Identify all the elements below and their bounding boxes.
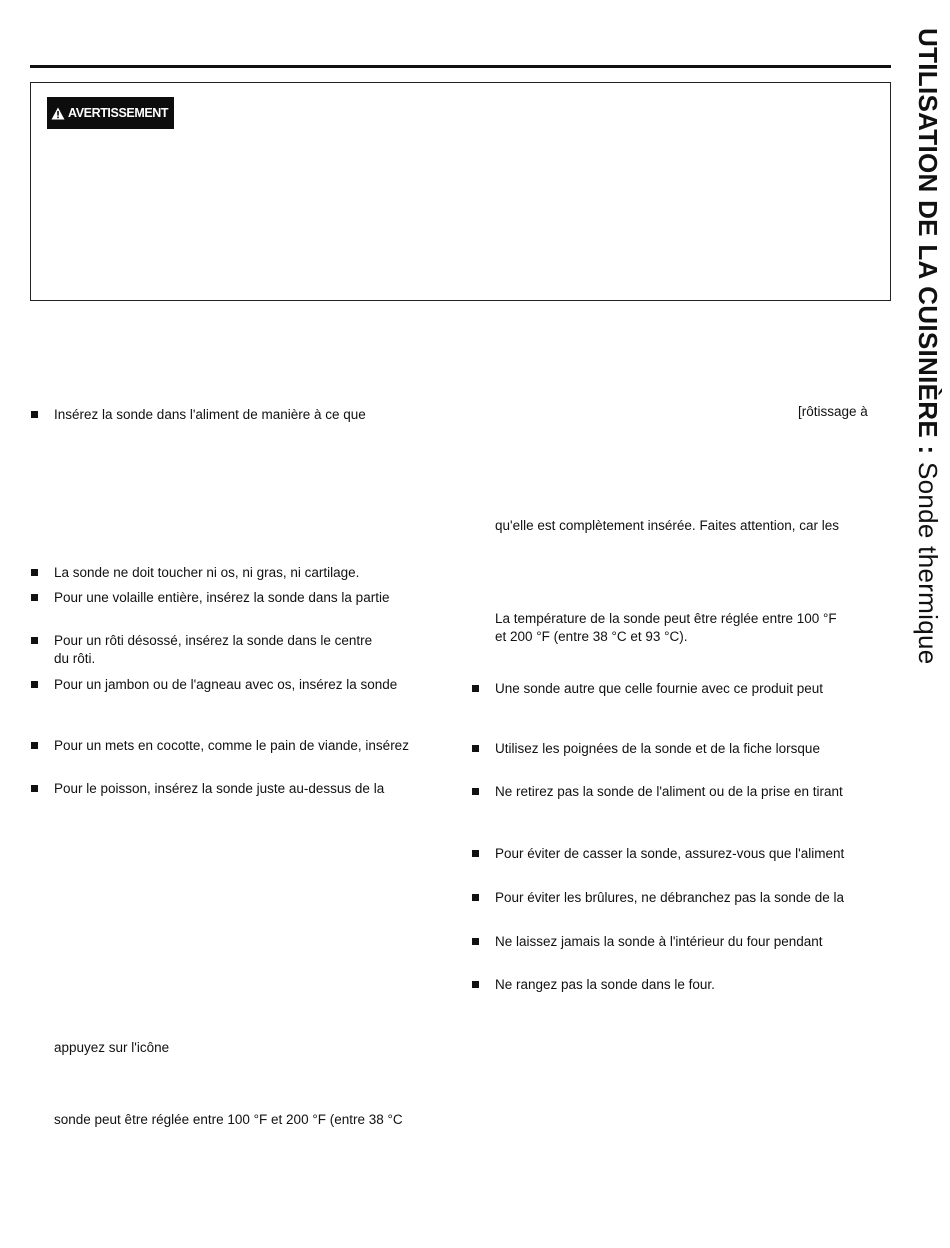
warning-label: [47, 97, 174, 129]
text-line: sonde peut être réglée entre 100 °F et 200 °F (entre 38 °C: [54, 1112, 403, 1127]
list-item: Pour un rôti désossé, insérez la sonde dans le centre: [54, 633, 373, 648]
warning-label-text: AVERTISSEMENT: [68, 105, 169, 120]
list-item: Pour éviter les brûlures, ne débranchez pas la sonde de la: [495, 890, 844, 905]
list-item: Pour un mets en cocotte, comme le pain de viande, insérez: [54, 738, 409, 753]
bullet-icon: [31, 742, 38, 749]
text-fragment: [rôtissage à: [798, 404, 868, 419]
section-title: [913, 28, 943, 665]
list-item: Ne rangez pas la sonde dans le four.: [495, 977, 715, 992]
list-item: Pour un jambon ou de l'agneau avec os, insérez la sonde: [54, 677, 398, 692]
bullet-icon: [31, 569, 38, 576]
bullet-icon: [472, 850, 479, 857]
warning-box: [30, 82, 891, 301]
warning-triangle-icon: [51, 107, 65, 120]
list-item: Utilisez les poignées de la sonde et de la fiche lorsque: [495, 741, 820, 756]
list-item: Une sonde autre que celle fournie avec ce produit peut: [495, 681, 823, 696]
list-item: Pour une volaille entière, insérez la sonde dans la partie: [54, 590, 390, 605]
bullet-icon: [31, 637, 38, 644]
list-item-continuation: du rôti.: [54, 651, 96, 666]
section-title-normal: Sonde thermique: [913, 454, 943, 665]
list-item: Ne laissez jamais la sonde à l'intérieur du four pendant: [495, 934, 823, 949]
list-item: Insérez la sonde dans l'aliment de manière à ce que: [54, 407, 366, 422]
list-item: Pour le poisson, insérez la sonde juste au-dessus de la: [54, 781, 385, 796]
section-title-bold: UTILISATION DE LA CUISINIÈRE :: [913, 28, 943, 455]
bullet-icon: [31, 785, 38, 792]
bullet-icon: [472, 685, 479, 692]
text-line: et 200 °F (entre 38 °C et 93 °C).: [495, 629, 688, 644]
list-item: La sonde ne doit toucher ni os, ni gras, ni cartilage.: [54, 565, 360, 580]
bullet-icon: [31, 681, 38, 688]
bullet-icon: [472, 938, 479, 945]
text-line: appuyez sur l'icône: [54, 1040, 170, 1055]
text-line: qu'elle est complètement insérée. Faites attention, car les: [495, 518, 840, 533]
list-item: Ne retirez pas la sonde de l'aliment ou de la prise en tirant: [495, 784, 843, 799]
text-line: La température de la sonde peut être réglée entre 100 °F: [495, 611, 837, 626]
bullet-icon: [472, 788, 479, 795]
bullet-icon: [472, 894, 479, 901]
list-item: Pour éviter de casser la sonde, assurez-vous que l'aliment: [495, 846, 845, 861]
bullet-icon: [472, 745, 479, 752]
bullet-icon: [31, 594, 38, 601]
bullet-icon: [472, 981, 479, 988]
top-rule: [30, 65, 891, 68]
bullet-icon: [31, 411, 38, 418]
